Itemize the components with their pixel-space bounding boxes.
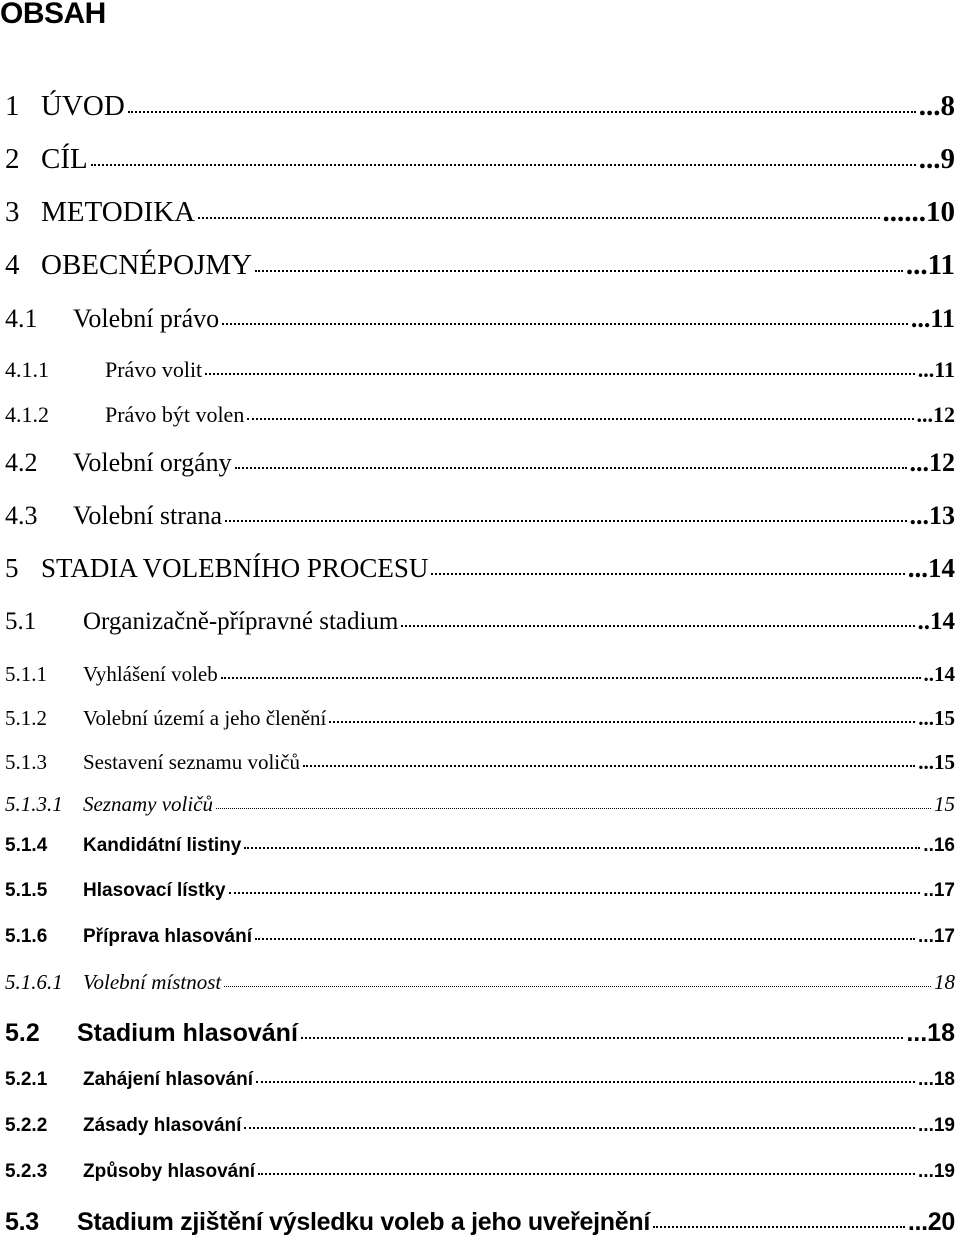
toc-leader	[216, 808, 931, 809]
toc-leader	[128, 111, 916, 113]
toc-leader	[255, 270, 903, 272]
toc-entry-title: Stadium hlasování	[77, 1019, 298, 1047]
toc-entry[interactable]	[5, 792, 955, 817]
toc-entry-number: 5	[5, 553, 19, 583]
toc-entry-page: ...9	[918, 143, 955, 175]
toc-leader	[235, 467, 907, 469]
toc-entry[interactable]	[5, 304, 955, 334]
toc-entry-number: 5.1.2	[5, 706, 47, 730]
toc-entry-number: 4	[5, 249, 20, 281]
toc-entry-page: ...19	[918, 1115, 955, 1136]
toc-entry-number: 4.1	[5, 304, 38, 333]
toc-entry-title: Zásady hlasování	[83, 1115, 242, 1136]
toc-leader	[225, 520, 907, 522]
toc-entry[interactable]	[5, 249, 955, 282]
toc-entry-title: ÚVOD	[41, 90, 125, 122]
toc-entry[interactable]	[5, 90, 955, 123]
toc-leader	[301, 1037, 903, 1039]
toc-entry-page: ...14	[907, 553, 955, 583]
toc-entry[interactable]	[5, 196, 955, 229]
toc-entry-title: Vyhlášení voleb	[83, 662, 218, 686]
toc-entry-number: 5.1.5	[5, 880, 48, 901]
toc-entry-page: ...19	[918, 1161, 955, 1182]
toc-entry-page: ...17	[918, 926, 955, 947]
toc-entry-title: Stadium zjištění výsledku voleb a jeho uveřejnění	[77, 1208, 650, 1236]
toc-entry-page: ...18	[918, 1069, 955, 1090]
toc-entry-page: ...11	[910, 304, 955, 333]
toc-entry-page: ......10	[882, 196, 955, 228]
toc-leader	[303, 765, 915, 767]
toc-leader	[256, 1081, 915, 1083]
toc-entry[interactable]	[5, 501, 955, 531]
toc-leader	[244, 847, 920, 849]
toc-entry-title: Volební orgány	[73, 448, 232, 477]
toc-entry-page: ...15	[918, 750, 955, 774]
toc-entry-number: 5.2.3	[5, 1161, 48, 1182]
toc-leader	[401, 625, 914, 627]
toc-entry-title: Volební místnost	[83, 970, 222, 994]
toc-entry[interactable]	[5, 880, 955, 902]
toc-entry-page: ...15	[918, 706, 955, 730]
toc-entry[interactable]	[5, 448, 955, 478]
toc-entry[interactable]	[5, 926, 955, 948]
toc-entry[interactable]	[5, 706, 955, 731]
toc-entry-page: ...13	[909, 501, 955, 530]
toc-entry-number: 5.1	[5, 608, 37, 635]
toc-entry-page: ...12	[916, 402, 955, 427]
toc-entry[interactable]	[5, 1208, 955, 1237]
toc-entry-number: 5.2.1	[5, 1069, 48, 1090]
toc-entry-title: Právo být volen	[105, 402, 245, 427]
toc-leader	[431, 573, 904, 575]
toc-entry[interactable]	[5, 1069, 955, 1091]
toc-leader	[221, 677, 921, 679]
toc-entry-page: ...11	[917, 357, 955, 382]
toc-entry-page: ...18	[906, 1019, 955, 1047]
toc-entry-title: Sestavení seznamu voličů	[83, 750, 300, 774]
toc-entry-number: 5.1.6.1	[5, 970, 63, 994]
toc-leader	[224, 986, 931, 987]
toc-entry-page: ...11	[905, 249, 955, 281]
toc-entry[interactable]	[5, 402, 955, 428]
toc-entry-title: Právo volit	[105, 357, 203, 382]
toc-leader	[222, 323, 908, 325]
toc-leader	[91, 164, 916, 166]
toc-entry-title: Volební právo	[73, 304, 220, 333]
toc-leader	[205, 373, 915, 375]
toc-leader	[255, 938, 915, 940]
toc-entry-number: 2	[5, 143, 20, 175]
toc-entry-page: ..14	[917, 608, 955, 635]
toc-entry-page: ...12	[909, 448, 955, 477]
toc-entry-title: STADIA VOLEBNÍHO PROCESU	[41, 553, 429, 583]
toc-entry[interactable]	[5, 143, 955, 176]
toc-entry[interactable]	[5, 970, 955, 995]
toc-entry[interactable]	[5, 608, 955, 636]
toc-entry[interactable]	[5, 750, 955, 775]
page-title: OBSAH	[0, 0, 106, 30]
toc-entry[interactable]	[5, 1019, 955, 1048]
toc-entry-title: Hlasovací lístky	[83, 880, 226, 901]
toc-entry-number: 4.1.1	[5, 357, 49, 382]
toc-entry-page: ..14	[923, 662, 955, 686]
toc-entry-number: 5.1.6	[5, 926, 48, 947]
toc-entry-title: Příprava hlasování	[83, 926, 252, 947]
toc-entry-title: OBECNÉPOJMY	[41, 249, 253, 281]
toc-entry-page: ...20	[907, 1208, 955, 1236]
toc-entry-number: 4.3	[5, 501, 38, 530]
toc-entry[interactable]	[5, 835, 955, 857]
toc-entry-number: 4.2	[5, 448, 38, 477]
toc-entry-number: 5.1.1	[5, 662, 47, 686]
toc-leader	[329, 721, 915, 723]
toc-entry[interactable]	[5, 1161, 955, 1183]
toc-entry-title: Způsoby hlasování	[83, 1161, 256, 1182]
toc-entry-page: 15	[934, 792, 955, 816]
toc-entry-title: Seznamy voličů	[83, 792, 214, 816]
toc-leader	[258, 1173, 915, 1175]
toc-entry-number: 5.1.4	[5, 835, 48, 856]
toc-leader	[229, 892, 921, 894]
toc-entry-page: ...8	[918, 90, 955, 122]
toc-entry-title: METODIKA	[41, 196, 196, 228]
toc-entry[interactable]	[5, 553, 955, 584]
toc-entry-page: 18	[934, 970, 955, 994]
toc-entry-title: Kandidátní listiny	[83, 835, 242, 856]
toc-entry-number: 5.2	[5, 1019, 40, 1047]
toc-entry-number: 1	[5, 90, 20, 122]
toc-leader	[653, 1226, 905, 1228]
toc-entry-number: 3	[5, 196, 20, 228]
toc-entry-number: 5.3	[5, 1208, 39, 1236]
toc-entry[interactable]	[5, 1115, 955, 1137]
toc-entry-title: Volební strana	[73, 501, 222, 530]
toc-entry-title: Zahájení hlasování	[83, 1069, 253, 1090]
toc-entry-title: Organizačně-přípravné stadium	[83, 608, 399, 635]
toc-entry-page: ..17	[923, 880, 955, 901]
toc-entry-title: Volební území a jeho členění	[83, 706, 327, 730]
toc-leader	[244, 1127, 915, 1129]
toc-entry-number: 5.1.3.1	[5, 792, 63, 816]
toc-entry-number: 4.1.2	[5, 402, 49, 427]
toc-leader	[198, 217, 879, 219]
toc-entry[interactable]	[5, 357, 955, 383]
toc-entry-page: ..16	[923, 835, 955, 856]
toc-entry[interactable]	[5, 662, 955, 687]
toc-entry-title: CÍL	[41, 143, 88, 175]
toc-entry-number: 5.2.2	[5, 1115, 48, 1136]
toc-entry-number: 5.1.3	[5, 750, 47, 774]
toc-leader	[247, 418, 913, 420]
